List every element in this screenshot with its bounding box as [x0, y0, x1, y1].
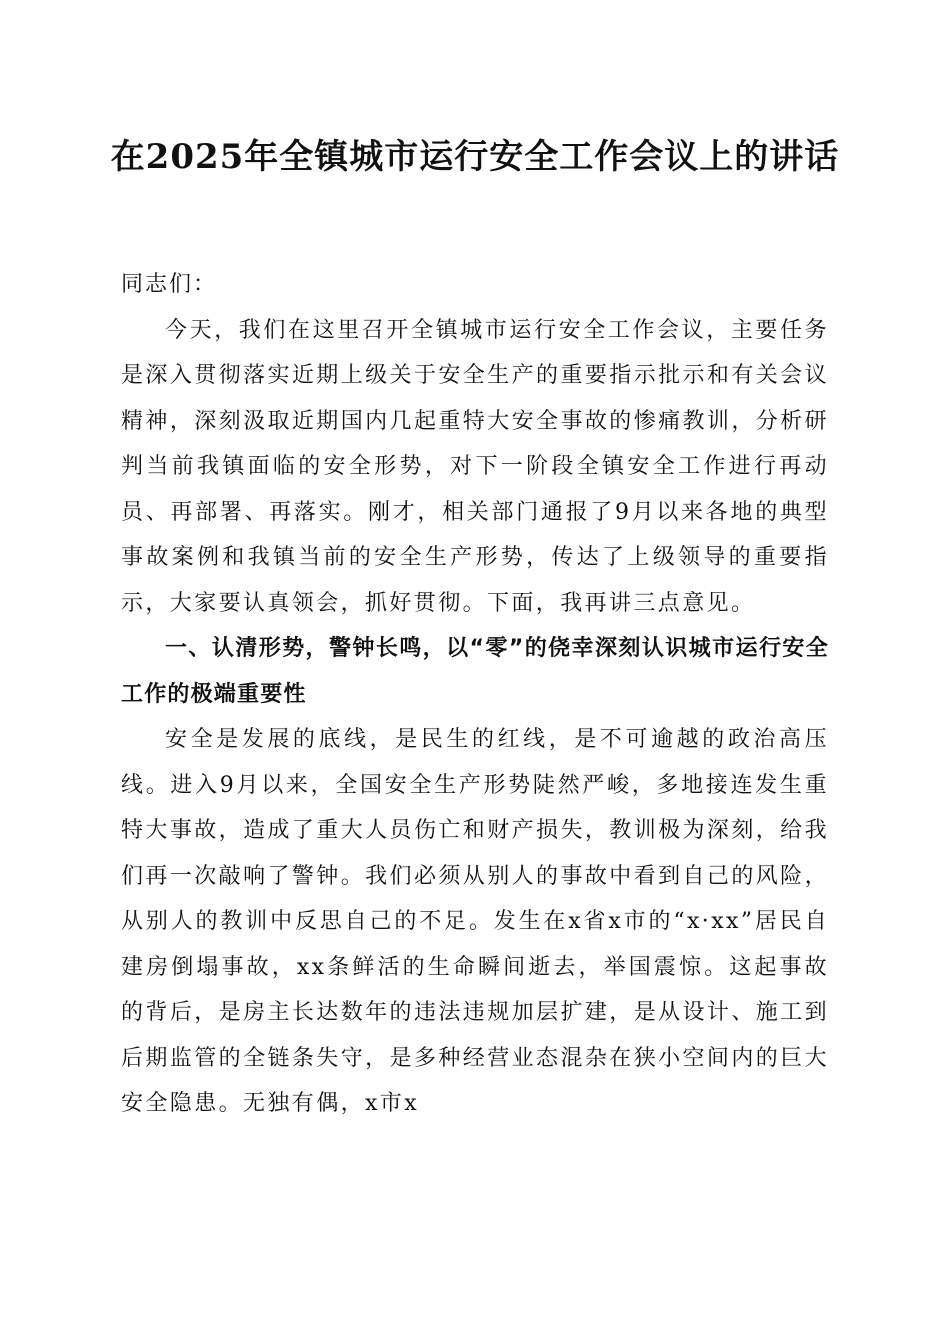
- document-body: [121, 262, 829, 1127]
- document-title: 在2025年全镇城市运行安全工作会议上的讲话: [110, 137, 840, 177]
- section-heading: 一、认清形势，警钟长鸣，以“零”的侥幸深刻认识城市运行安全工作的极端重要性: [121, 636, 829, 707]
- section-paragraph: 安全是发展的底线，是民生的红线，是不可逾越的政治高压线。进入9月以来，全国安全生产形势陡然严峻，多地接连发生重特大事故，造成了重大人员伤亡和财产损失，教训极为深刻，给我们再一次敲响了警钟。我们必须从别人的事故中看到自己的风险，从别人的教训中反思自己的不足。发生在x省x市的“x·xx”居民自建房倒塌事故，xx条鲜活的生命瞬间逝去，举国震惊。这起事故的背后，是房主长达数年的违法违规加层扩建，是从设计、施工到后期监管的全链条失守，是多种经营业态混杂在狭小空间内的巨大安全隐患。无独有偶，x市x: [121, 727, 829, 1116]
- opening-paragraph: 今天，我们在这里召开全镇城市运行安全工作会议，主要任务是深入贯彻落实近期上级关于安全生产的重要指示批示和有关会议精神，深刻汲取近期国内几起重特大安全事故的惨痛教训，分析研判当前我镇面临的安全形势，对下一阶段全镇安全工作进行再动员、再部署、再落实。刚才，相关部门通报了9月以来各地的典型事故案例和我镇当前的安全生产形势，传达了上级领导的重要指示，大家要认真领会，抓好贯彻。下面，我再讲三点意见。: [121, 317, 829, 616]
- salutation: 同志们：: [121, 272, 218, 297]
